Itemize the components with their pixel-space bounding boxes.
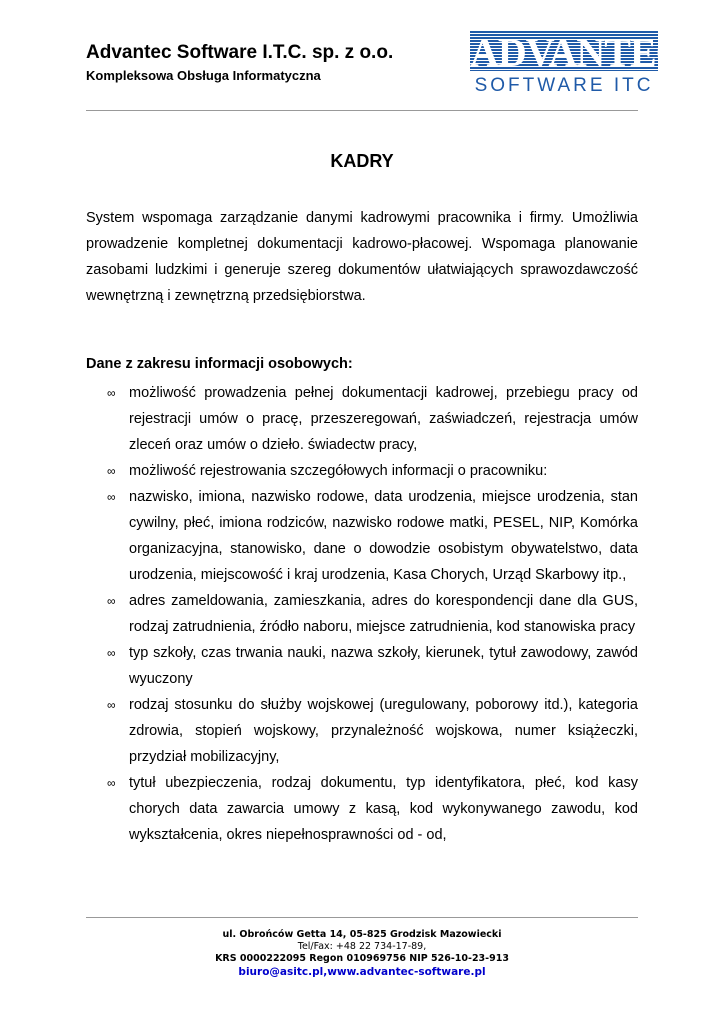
footer-links <box>0 966 724 978</box>
footer <box>0 929 724 978</box>
footer-phone: Tel/Fax: +48 22 734-17-89, <box>297 941 427 952</box>
logo-wordmark <box>470 30 684 75</box>
infinity-bullet-icon: ∞ <box>107 490 116 504</box>
list-item <box>86 380 638 458</box>
email-link[interactable]: biuro@asitc.pl <box>238 966 324 978</box>
infinity-bullet-icon: ∞ <box>107 594 116 608</box>
website-link[interactable]: www.advantec-software.pl <box>327 966 486 978</box>
footer-divider <box>86 917 638 918</box>
page-title: KADRY <box>330 151 394 171</box>
list-item-text: typ szkoły, czas trwania nauki, nazwa szkoły, kierunek, tytuł zawodowy, zawód wyuczony <box>129 645 638 687</box>
list-item <box>86 458 638 484</box>
intro-paragraph: System wspomaga zarządzanie danymi kadrowymi pracownika i firmy. Umożliwia prowadzenie kompletnej dokumentacji kadrowo-płacowej. Wspomaga planowanie zasobami ludzkimi i generuje szereg dokumentów ułatwiających sprawozdawczość wewnętrzną i zewnętrzną przedsiębiorstwa. <box>86 210 638 304</box>
footer-address: ul. Obrońców Getta 14, 05-825 Grodzisk Mazowiecki <box>222 929 502 940</box>
list-item <box>86 692 638 770</box>
list-item-text: rodzaj stosunku do służby wojskowej (uregulowany, poborowy itd.), kategoria zdrowia, stopień wojskowy, przynależność wojskowa, numer książeczki, przydział mobilizacyjny, <box>129 697 638 765</box>
infinity-bullet-icon: ∞ <box>107 776 116 790</box>
logo-sub-text: SOFTWARE ITC <box>474 75 654 96</box>
list-item <box>86 640 638 692</box>
feature-list <box>86 380 638 848</box>
infinity-bullet-icon: ∞ <box>107 646 116 660</box>
header-divider <box>86 110 638 111</box>
list-item <box>86 770 638 848</box>
company-name: Advantec Software I.T.C. sp. z o.o. <box>86 42 394 63</box>
infinity-bullet-icon: ∞ <box>107 464 116 478</box>
section-heading: Dane z zakresu informacji osobowych: <box>86 356 353 372</box>
footer-registry: KRS 0000222095 Regon 010969756 NIP 526-10-23-913 <box>215 953 509 964</box>
list-item-text: tytuł ubezpieczenia, rodzaj dokumentu, typ identyfikatora, płeć, kod kasy chorych data zawarcia umowy z kasą, kod wykonywanego zawodu, kod wykształcenia, okres niepełnosprawności od - od, <box>129 775 638 843</box>
infinity-bullet-icon: ∞ <box>107 698 116 712</box>
list-item <box>86 588 638 640</box>
infinity-bullet-icon: ∞ <box>107 386 116 400</box>
list-item-text: możliwość prowadzenia pełnej dokumentacji kadrowej, przebiegu pracy od rejestracji umów o pracę, przeszeregowań, zaświadczeń, rejestracja umów zleceń oraz umów o dzieło. świadectw pracy, <box>129 385 638 453</box>
footer-link-separator: , <box>323 966 328 978</box>
list-item-text: adres zameldowania, zamieszkania, adres do korespondencji dane dla GUS, rodzaj zatrudnienia, źródło naboru, miejsce zatrudnienia, kod stanowiska pracy <box>129 593 638 635</box>
company-logo <box>470 30 684 97</box>
company-subtitle: Kompleksowa Obsługa Informatyczna <box>86 68 321 83</box>
list-item-text: możliwość rejestrowania szczegółowych informacji o pracowniku: <box>129 463 548 479</box>
list-item-text: nazwisko, imiona, nazwisko rodowe, data urodzenia, miejsce urodzenia, stan cywilny, płeć, imiona rodziców, nazwisko rodowe matki, PESEL, NIP, Komórka organizacyjna, stanowisko, dane o dowodzie osobistym obywatelstwo, data urodzenia, miejscowość i kraj urodzenia, Kasa Chorych, Urząd Skarbowy itp., <box>129 489 638 583</box>
list-item <box>86 484 638 588</box>
logo-main-text: ADVANTEC <box>470 30 684 75</box>
